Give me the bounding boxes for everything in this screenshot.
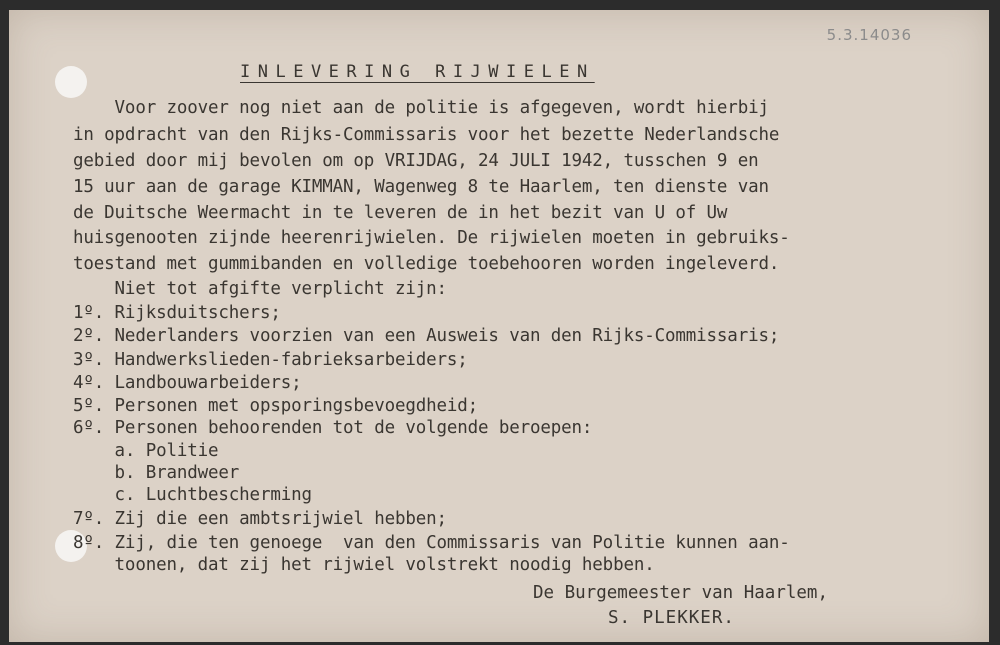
list-item: 6º. Personen behoorenden tot de volgende beroepen: (73, 418, 593, 438)
list-item: 2º. Nederlanders voorzien van een Ausweis van den Rijks-Commissaris; (73, 326, 780, 346)
punch-hole-top (55, 66, 87, 98)
paragraph-line: toestand met gummibanden en volledige toebehooren worden ingeleverd. (73, 254, 780, 274)
paragraph-line: Niet tot afgifte verplicht zijn: (73, 279, 447, 299)
paragraph-line: huisgenooten zijnde heerenrijwielen. De rijwielen moeten in gebruiks- (73, 228, 790, 248)
paragraph-line: Voor zoover nog niet aan de politie is afgegeven, wordt hierbij (73, 98, 769, 118)
signature-name: S. PLEKKER. (608, 608, 735, 628)
list-item: 7º. Zij die een ambtsrijwiel hebben; (73, 509, 447, 529)
list-subitem: c. Luchtbescherming (73, 485, 312, 505)
paragraph-line: de Duitsche Weermacht in te leveren de in het bezit van U of Uw (73, 203, 728, 223)
list-item: 4º. Landbouwarbeiders; (73, 373, 302, 393)
list-item-continuation: toonen, dat zij het rijwiel volstrekt noodig hebben. (73, 555, 655, 575)
list-item: 3º. Handwerkslieden-fabrieksarbeiders; (73, 350, 468, 370)
list-item: 5º. Personen met opsporingsbevoegdheid; (73, 396, 479, 416)
paragraph-line: in opdracht van den Rijks-Commissaris voor het bezette Nederlandsche (73, 125, 780, 145)
archive-reference: 5.3.14036 (826, 26, 912, 44)
list-item: 8º. Zij, die ten genoege van den Commissaris van Politie kunnen aan- (73, 533, 790, 553)
list-subitem: b. Brandweer (73, 463, 240, 483)
document-title: INLEVERING RIJWIELEN (240, 62, 595, 82)
list-subitem: a. Politie (73, 441, 219, 461)
paragraph-line: 15 uur aan de garage KIMMAN, Wagenweg 8 te Haarlem, ten dienste van (73, 177, 769, 197)
signature-title: De Burgemeester van Haarlem, (533, 583, 829, 603)
paragraph-line: gebied door mij bevolen om op VRIJDAG, 24 JULI 1942, tusschen 9 en (73, 151, 759, 171)
list-item: 1º. Rijksduitschers; (73, 303, 281, 323)
